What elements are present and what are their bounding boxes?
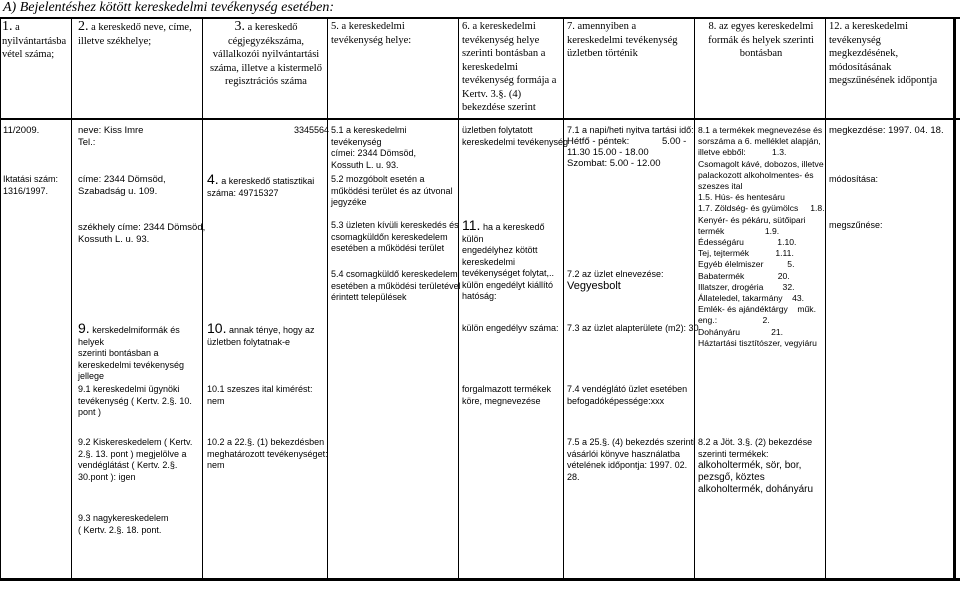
company-registry-number: 3345564	[294, 125, 330, 135]
header-bottom-border	[0, 118, 960, 120]
section-9-1: 9.1 kereskedelmi ügynöki tevékenység ( Kertv. 2.§. 10. pont )	[78, 384, 192, 417]
section-9-3: 9.3 nagykereskedelem ( Kertv. 2.§. 18. pont.	[78, 513, 169, 535]
header-col2	[78, 20, 200, 48]
trader-name: neve: Kiss Imre Tel.:	[78, 125, 144, 148]
opening-hours-start: 5.00 -	[662, 136, 687, 147]
trader-address: címe: 2344 Dömsöd, Szabadság u. 109.	[78, 174, 166, 197]
section-7-4: 7.4 vendéglátó üzlet esetében befogadóképessége:xxx	[567, 384, 688, 406]
header-col1	[2, 20, 70, 62]
section-4-text: a kereskedő statisztikai száma: 49715327	[207, 176, 315, 198]
section-4	[207, 171, 315, 199]
header-col3	[207, 20, 325, 89]
section-11-text: ha a kereskedő külön engedélyhez kötött kereskedelmi tevékenységet folytat,.. külön engedélyt kiállító hatóság:	[462, 222, 555, 301]
grid-line-col3	[327, 17, 328, 580]
header-col1-text: a nyilvántartásba vétel száma;	[2, 22, 67, 60]
section-9-text: kerskedelmiformák és helyek szerinti bontásban a kereskedelmi tevékenység jellege	[78, 325, 185, 381]
grid-line-col2	[202, 17, 203, 580]
section-10-2: 10.2 a 22.§. (1) bekezdésben meghatározott tevékenységet: nem	[207, 437, 328, 470]
section-11-number: 11.	[462, 217, 481, 233]
header-top-border	[0, 17, 960, 19]
opening-hours-saturday: Szombat: 5.00 - 12.00	[567, 158, 661, 169]
section-8-2-label: 8.2 a Jöt. 3.§. (2) bekezdése szerinti termékek:	[698, 437, 813, 459]
section-10-1: 10.1 szeszes ital kimérést: nem	[207, 384, 313, 406]
section-8-2-products: alkoholtermék, sör, bor, pezsgő, köztes alkoholtermék, dohányáru	[698, 460, 814, 495]
section-10-number: 10.	[207, 320, 227, 336]
section-10-text: annak ténye, hogy az üzletben folytatnak-e	[207, 325, 315, 347]
header-col7: 7. amennyiben a kereskedelmi tevékenység üzletben történik	[567, 21, 678, 59]
section-5-1: 5.1 a kereskedelmi tevékenység címei: 2344 Dömsöd, Kossuth L. u. 93.	[331, 125, 417, 170]
opening-hours-weekday: 11.30 15.00 - 18.00	[567, 147, 649, 158]
header-col8: 8. az egyes kereskedelmi formák és helyek szerinti bontásban	[708, 21, 814, 59]
header-col1-number: 1.	[2, 19, 13, 34]
section-6-form: üzletben folytatott kereskedelmi tevékenység	[462, 125, 569, 147]
header-col5: 5. a kereskedelmi tevékenység helye:	[331, 21, 412, 46]
start-date: megkezdése: 1997. 04. 18.	[829, 125, 944, 136]
section-5-2: 5.2 mozgóbolt esetén a működési terület és az útvonal jegyzéke	[331, 174, 453, 207]
section-10	[207, 320, 315, 348]
grid-left-border	[0, 17, 1, 580]
grid-line-col1	[71, 17, 72, 580]
special-permit-number: külön engedélyv száma:	[462, 323, 559, 333]
section-7-3: 7.3 az üzlet alapterülete (m2): 30	[567, 323, 699, 333]
section-9-2: 9.2 Kiskereskedelem ( Kertv. 2.§. 13. pont ) megjelölve a vendéglátást ( Kertv. 2.§. 30.pont ): igen	[78, 437, 193, 482]
body-bottom-border	[0, 578, 960, 581]
grid-line-col7	[694, 17, 695, 580]
registration-number: 11/2009.	[3, 125, 40, 136]
section-11	[462, 217, 562, 303]
iktatasi-szam: Iktatási szám: 1316/1997.	[3, 174, 59, 196]
section-7-2-label: 7.2 az üzlet elnevezése:	[567, 269, 664, 279]
section-7-1: 7.1 a napi/heti nyitva tartási idő:	[567, 125, 694, 135]
section-9	[78, 320, 202, 383]
header-col6: 6. a kereskedelmi tevékenység helye szerinti bontásban a kereskedelmi tevékenység formája a Kertv. 3.§. (4) bekezdése szerint	[462, 21, 557, 113]
section-7-5: 7.5 a 25.§. (4) bekezdés szerinti vásárlói könyve használatba vételének időpontja: 1997. 02. 28.	[567, 437, 696, 482]
grid-line-col8	[825, 17, 826, 580]
modification-date: módosítása:	[829, 174, 879, 184]
header-col2-number: 2.	[78, 19, 89, 34]
opening-days: Hétfő - péntek:	[567, 136, 630, 147]
end-date: megszűnése:	[829, 220, 883, 230]
shop-name: Vegyesbolt	[567, 280, 621, 292]
grid-line-col6	[563, 17, 564, 580]
page-title: A) Bejelentéshez kötött kereskedelmi tevékenység esetében:	[3, 0, 335, 15]
header-col2-text: a kereskedő neve, címe, illetve székhelye;	[78, 22, 192, 47]
trader-seat: székhely címe: 2344 Dömsöd, Kossuth L. u. 93.	[78, 222, 206, 245]
header-col12: 12. a kereskedelmi tevékenység megkezdésének, módosításának megszűnésének időpontja	[829, 21, 938, 86]
section-5-4: 5.4 csomagküldő kereskedelem esetében a működési területével érintett települések	[331, 269, 461, 302]
grid-right-border	[953, 17, 956, 580]
header-col3-number: 3.	[234, 19, 245, 34]
section-9-number: 9.	[78, 320, 90, 336]
section-5-3: 5.3 üzleten kívüli kereskedés és csomagküldőn kereskedelem esetében a működési terület	[331, 220, 459, 253]
section-8-1: 8.1 a termékek megnevezése és sorszáma a 6. melléklet alapján, illetve ebből: 1.3. Csomagolt kávé, dobozos, illetve palackozott alkoholmentes- és szeszes ital 1.5. Hús- és hentesáru 1.7. Zöldség- és gyümölcs 1.8. Kenyér- és pékáru, sütőipari termék 1.9. Édességáru 1.10. Tej, tejtermék 1.11. Egyéb élelmiszer 5. Babatermék 20. Illatszer, drogéria 32. Állateledel, takarmány 43. Emlék- és ajándéktárgy műk. eng.: 2. Dohányáru 21. Háztartási tisztítószer, vegyiáru	[698, 125, 825, 348]
product-range: forgalmazott termékek köre, megnevezése	[462, 384, 552, 406]
header-col3-text: a kereskedő cégjegyzékszáma, vállalkozói nyilvántartási száma, illetve a kistermelő regisztrációs száma	[210, 22, 322, 87]
section-4-number: 4.	[207, 171, 219, 187]
